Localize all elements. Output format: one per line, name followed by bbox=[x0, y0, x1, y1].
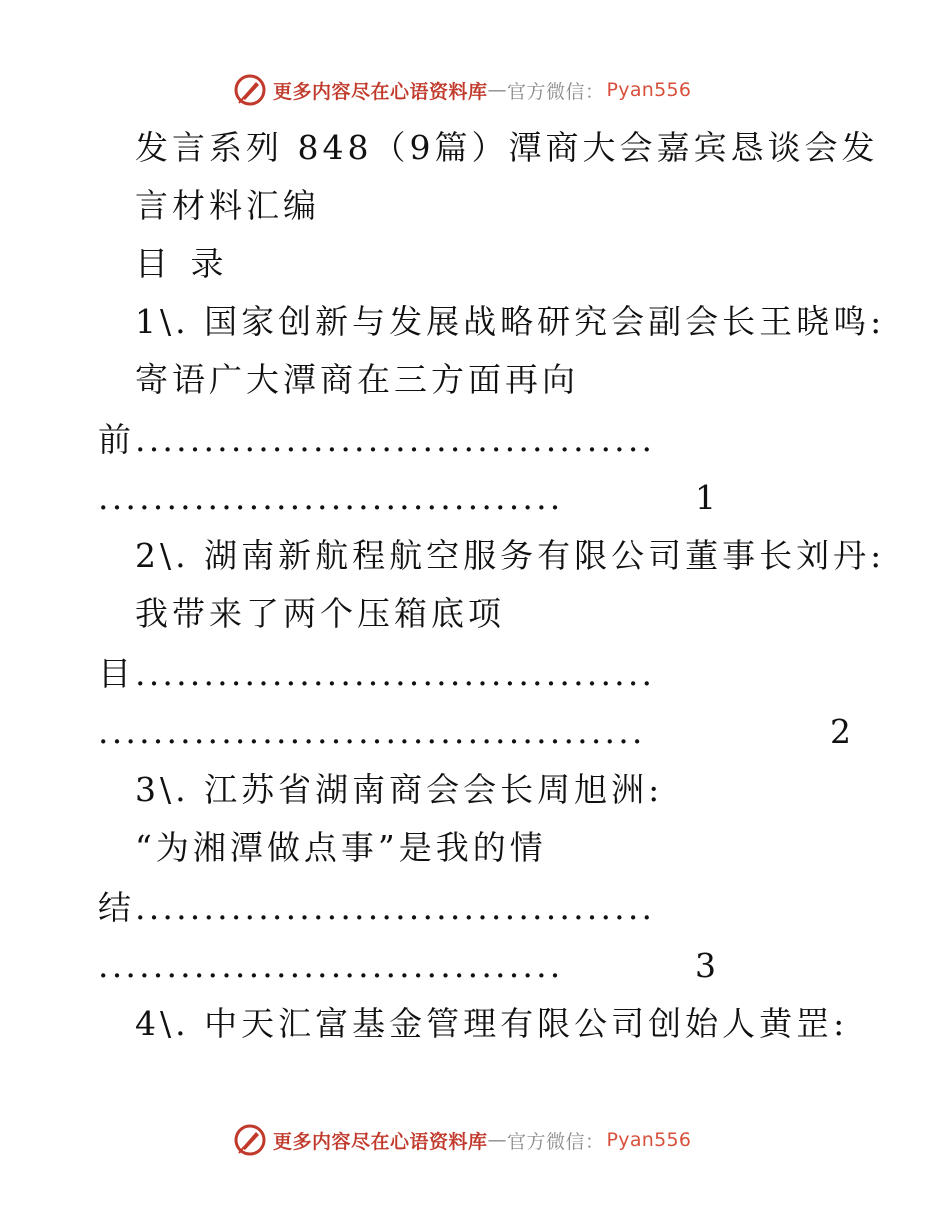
quill-logo-icon bbox=[233, 1123, 267, 1157]
toc-entry-2-line1: 2\. 湖南新航程航空服务有限公司董事长刘丹: bbox=[135, 536, 886, 575]
quill-logo-icon bbox=[233, 73, 267, 107]
toc-entry-3-tail bbox=[98, 888, 848, 928]
toc-entry-2-page: 2 bbox=[830, 712, 851, 751]
footer-banner bbox=[233, 1122, 713, 1158]
toc-entry-3-leader-b: .................................. bbox=[98, 946, 564, 985]
toc-entry-1-tail bbox=[98, 420, 848, 460]
toc-entry-3-line2: “为湘潭做点事”是我的情 bbox=[135, 828, 547, 867]
separator: — bbox=[487, 1129, 508, 1151]
wechat-label: 官方微信： bbox=[507, 80, 605, 103]
toc-entry-1-page: 1 bbox=[695, 478, 716, 517]
separator: — bbox=[487, 79, 508, 101]
wechat-id: Pyan556 bbox=[606, 79, 692, 101]
toc-entry-2-leader-a: ...................................... bbox=[135, 654, 656, 693]
toc-entry-3-tail-char: 结 bbox=[98, 888, 135, 927]
toc-entry-2-leader-b: ........................................ bbox=[98, 712, 646, 751]
toc-entry-2-tail bbox=[98, 654, 848, 694]
toc-entry-1-leader-b: .................................. bbox=[98, 478, 564, 517]
toc-entry-4-line1: 4\. 中天汇富基金管理有限公司创始人黄罡: bbox=[135, 1004, 849, 1043]
toc-entry-1-line1: 1\. 国家创新与发展战略研究会副会长王晓鸣: bbox=[135, 302, 886, 341]
wechat-id: Pyan556 bbox=[606, 1129, 692, 1151]
toc-entry-3-line1: 3\. 江苏省湖南商会会长周旭洲: bbox=[135, 770, 664, 809]
toc-entry-2-line2: 我带来了两个压箱底项 bbox=[135, 594, 505, 633]
toc-entry-2-tail-char: 目 bbox=[98, 654, 135, 693]
toc-entry-1-line2: 寄语广大潭商在三方面再向 bbox=[135, 360, 579, 399]
brand-text: 更多内容尽在心语资料库 bbox=[273, 80, 488, 103]
wechat-label: 官方微信： bbox=[507, 1130, 605, 1153]
toc-entry-1-tail-char: 前 bbox=[98, 420, 135, 459]
toc-entry-1-leader-a: ...................................... bbox=[135, 420, 656, 459]
doc-title-line1: 发言系列 848（9篇）潭商大会嘉宾恳谈会发 bbox=[135, 128, 879, 167]
toc-entry-3-leader-a: ...................................... bbox=[135, 888, 656, 927]
doc-title-line2: 言材料汇编 bbox=[135, 186, 320, 225]
toc-entry-3-page: 3 bbox=[695, 946, 716, 985]
toc-heading: 目 录 bbox=[135, 244, 230, 283]
header-banner bbox=[233, 72, 713, 108]
brand-text: 更多内容尽在心语资料库 bbox=[273, 1130, 488, 1153]
